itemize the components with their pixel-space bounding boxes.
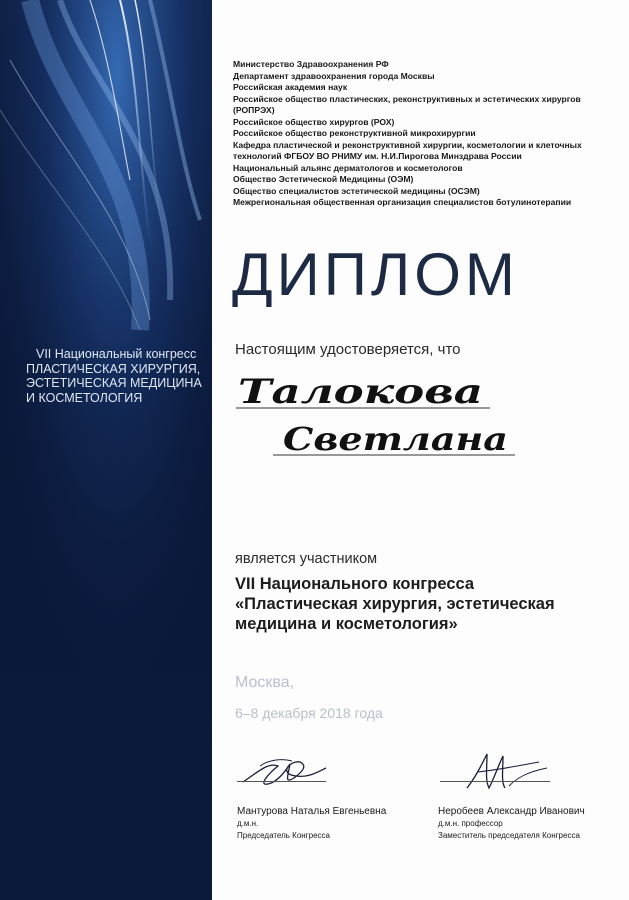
- certifies-text: Настоящим удостоверяется, что: [235, 341, 461, 358]
- signer-role: Председатель Конгресса: [237, 831, 330, 840]
- decorative-side-panel: [0, 0, 212, 900]
- panel-title-line: И КОСМЕТОЛОГИЯ: [26, 390, 143, 405]
- signer-name: Мантурова Наталья Евгеньевна: [237, 806, 387, 817]
- event-dates: 6–8 декабря 2018 года: [235, 705, 383, 721]
- recipient-surname: Талокова: [238, 372, 483, 412]
- congress-line: медицина и косметология»: [235, 615, 458, 633]
- recipient-name: [228, 370, 528, 465]
- recipient-given-name: Светлана: [283, 420, 508, 458]
- panel-title-line: ЭСТЕТИЧЕСКАЯ МЕДИЦИНА: [26, 376, 202, 390]
- organizers-list: [233, 59, 613, 209]
- organizer-item: (РОПРЭХ): [233, 105, 275, 115]
- organizer-item: Национальный альянс дерматологов и косметологов: [233, 162, 463, 173]
- wave-decoration: [0, 0, 212, 900]
- organizer-item: Общество Эстетической Медицины (ОЭМ): [233, 174, 414, 184]
- signer-degree: д.м.н.: [237, 819, 259, 828]
- panel-title-line: VII Национальный конгресс: [36, 347, 197, 361]
- organizer-item: Российская академия наук: [233, 82, 348, 92]
- signer-name: Неробеев Александр Иванович: [438, 806, 585, 817]
- panel-title-line: ПЛАСТИЧЕСКАЯ ХИРУРГИЯ,: [26, 361, 201, 376]
- organizer-item: технологий ФГБОУ ВО РНИМУ им. Н.И.Пирогова Минздрава России: [233, 151, 522, 161]
- organizer-item: Общество специалистов эстетической медицины (ОСЭМ): [233, 185, 480, 196]
- signature-mark: [457, 748, 557, 794]
- congress-line: VII Национального конгресса: [235, 575, 475, 593]
- organizer-item: Российское общество хирургов (РОХ): [233, 116, 395, 127]
- signer-block: [237, 806, 386, 842]
- signature-line: [237, 781, 326, 782]
- diploma-title: ДИПЛОМ: [232, 241, 519, 308]
- signature-mark: [238, 752, 333, 794]
- signer-block: [438, 806, 585, 842]
- participant-text: является участником: [235, 551, 378, 567]
- organizer-item: Российское общество пластических, реконструктивных и эстетических хирургов: [233, 93, 581, 104]
- congress-name: [235, 574, 615, 634]
- organizer-item: Кафедра пластической и реконструктивной хирургии, косметологии и клеточных: [233, 139, 582, 150]
- organizer-item: Российское общество реконструктивной микрохирургии: [233, 128, 476, 138]
- organizer-item: Межрегиональная общественная организация специалистов ботулинотерапии: [233, 197, 572, 207]
- organizer-item: Министерство Здравоохранения РФ: [233, 59, 389, 69]
- congress-line: «Пластическая хирургия, эстетическая: [235, 595, 555, 613]
- signer-role: Заместитель председателя Конгресса: [438, 831, 580, 840]
- signer-degree: д.м.н. профессор: [438, 819, 503, 828]
- event-city: Москва,: [235, 674, 295, 691]
- organizer-item: Департамент здравоохранения города Москвы: [233, 70, 435, 81]
- congress-panel-title: [26, 347, 211, 405]
- signature-line: [440, 781, 550, 782]
